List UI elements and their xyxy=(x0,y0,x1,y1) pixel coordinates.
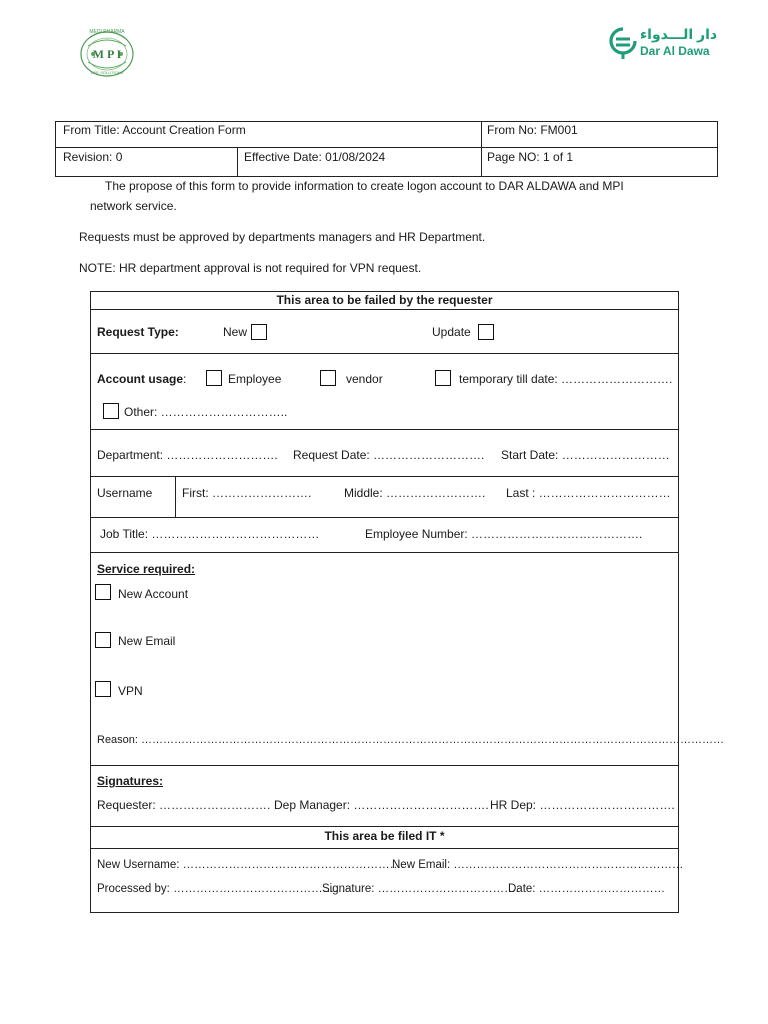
account-usage-employee-checkbox[interactable] xyxy=(206,370,222,386)
employee-number-field[interactable]: Employee Number: ……………………………………. xyxy=(365,527,643,541)
it-processed-by-field[interactable]: Processed by: ……………………………………… xyxy=(97,883,346,895)
start-date-field[interactable]: Start Date: ……………………… xyxy=(501,448,670,462)
job-title-field[interactable]: Job Title: …………………………………… xyxy=(100,527,320,541)
dep-manager-signature-field[interactable]: Dep Manager: ……………………………. xyxy=(274,798,489,812)
it-date-field[interactable]: Date: …………………………… xyxy=(508,883,666,895)
request-date-field[interactable]: Request Date: ………………………. xyxy=(293,448,485,462)
mpi-logo-bottom-text: LIFE SOLUTIONS xyxy=(90,70,124,75)
intro-line-1: The propose of this form to provide information to create logon account to DAR ALDAWA and MPI xyxy=(105,179,624,193)
account-usage-vendor-checkbox[interactable] xyxy=(320,370,336,386)
mpi-logo-letters: M P I xyxy=(92,47,122,61)
it-new-email-field[interactable]: New Email: …………………………………………………… xyxy=(392,859,684,871)
reason-field[interactable]: Reason: …………………………………………………………………………………………………………………………………………… xyxy=(97,734,725,746)
signatures-label: Signatures: xyxy=(97,774,164,788)
middle-name-field[interactable]: Middle: ……………………. xyxy=(344,486,486,500)
last-name-field[interactable]: Last : …………………………… xyxy=(506,486,671,500)
hr-dep-signature-field[interactable]: HR Dep: ……………………………. xyxy=(490,798,675,812)
it-new-username-field[interactable]: New Username: …………………………………………………. xyxy=(97,859,405,871)
account-usage-other-checkbox[interactable] xyxy=(103,403,119,419)
it-signature-field[interactable]: Signature: ………………………………. xyxy=(322,883,519,895)
account-usage-other-label: Other: ………………………….. xyxy=(124,405,288,419)
request-type-new-label: New xyxy=(223,325,248,339)
account-usage-employee-label: Employee xyxy=(228,372,282,386)
service-required-label: Service required: xyxy=(97,562,196,576)
page-number: Page NO: 1 of 1 xyxy=(487,150,574,164)
dar-al-dawa-arabic: دار الـــدواء xyxy=(640,26,718,42)
approval-text: Requests must be approved by departments managers and HR Department. xyxy=(79,230,486,244)
request-type-update-checkbox[interactable] xyxy=(478,324,494,340)
effective-date: Effective Date: 01/08/2024 xyxy=(244,150,386,164)
account-usage-label-text: Account usage xyxy=(97,372,184,386)
revision: Revision: 0 xyxy=(63,150,123,164)
account-usage-vendor-label: vendor xyxy=(346,372,383,386)
new-email-label: New Email xyxy=(118,634,176,648)
request-type-new-checkbox[interactable] xyxy=(251,324,267,340)
requester-signature-field[interactable]: Requester: ………………………. xyxy=(97,798,271,812)
vpn-checkbox[interactable] xyxy=(95,681,111,697)
it-section-header: This area be filed IT * xyxy=(324,829,445,843)
vpn-note: NOTE: HR department approval is not required for VPN request. xyxy=(79,261,422,275)
vpn-label: VPN xyxy=(118,684,143,698)
request-type-update-label: Update xyxy=(432,325,471,339)
account-usage-label xyxy=(97,372,186,386)
account-usage-temporary-checkbox[interactable] xyxy=(435,370,451,386)
new-email-checkbox[interactable] xyxy=(95,632,111,648)
department-field[interactable]: Department: ………………………. xyxy=(97,448,278,462)
form-title: From Title: Account Creation Form xyxy=(63,123,246,137)
dar-al-dawa-logo xyxy=(608,24,718,64)
username-label: Username xyxy=(97,486,153,500)
dar-al-dawa-emblem-icon xyxy=(608,26,638,60)
dar-al-dawa-latin: Dar Al Dawa xyxy=(640,44,710,58)
new-account-label: New Account xyxy=(118,587,189,601)
mpi-logo xyxy=(76,28,138,80)
intro-line-2: network service. xyxy=(90,199,177,213)
account-usage-colon: : xyxy=(183,372,187,386)
form-number: From No: FM001 xyxy=(487,123,578,137)
request-type-label: Request Type: xyxy=(97,325,179,339)
first-name-field[interactable]: First: ……………………. xyxy=(182,486,312,500)
requester-section-header: This area to be failed by the requester xyxy=(276,293,493,307)
new-account-checkbox[interactable] xyxy=(95,584,111,600)
account-usage-temporary-label: temporary till date: ………………………. xyxy=(459,372,673,386)
mpi-logo-top-text: MEDI PHARMA xyxy=(89,29,125,35)
